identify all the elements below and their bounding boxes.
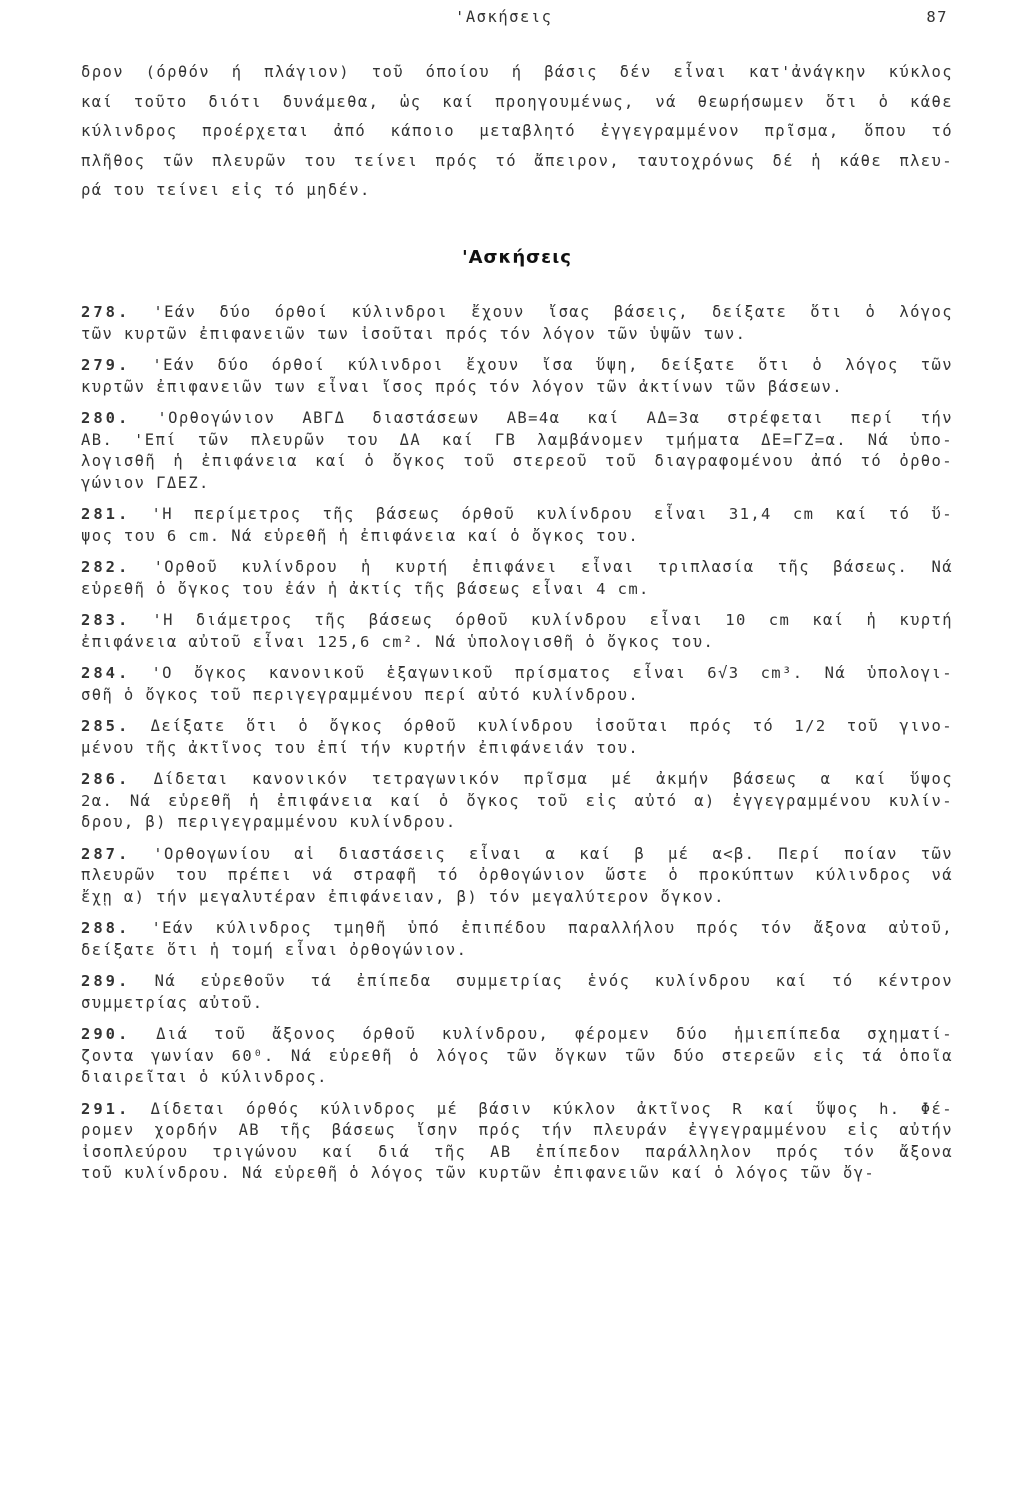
exercise-item <box>81 504 953 547</box>
exercise-number: 284. <box>81 664 131 682</box>
exercise-number: 290. <box>81 1025 131 1043</box>
exercise-line: ΑΒ. 'Επί τῶν πλευρῶν του ΔΑ καί ΓΒ λαμβάνομεν τμήματα ΔΕ=ΓΖ=α. Νά ὑπο- <box>81 430 953 449</box>
exercise-text: Δίδεται όρθός κύλινδρος μέ βάσιν κύκλον ἀκτῖνος R καί ὕψος h. Φέ- <box>150 1099 953 1118</box>
exercise-item <box>81 355 953 398</box>
exercise-line <box>81 1024 953 1046</box>
exercise-line: σθῆ ὁ ὄγκος τοῦ περιγεγραμμένου περί αὐτό κυλίνδρου. <box>81 685 640 704</box>
exercise-number: 287. <box>81 844 131 863</box>
exercise-line: διαιρεῖται ὁ κύλινδρος. <box>81 1068 328 1086</box>
exercise-number: 279. <box>81 356 131 374</box>
exercise-number: 288. <box>81 919 131 937</box>
exercise-line: τοῦ κυλίνδρου. Νά εὑρεθῆ ὁ λόγος τῶν κυρτῶν ἐπιφανειῶν καί ὁ λόγος τῶν ὄγ- <box>81 1164 876 1182</box>
exercise-item <box>81 844 953 909</box>
exercise-text: Διά τοῦ ἄξονος όρθοῦ κυλίνδρου, φέρομεν δύο ἡμιεπίπεδα σχηματί- <box>156 1025 953 1043</box>
exercise-text: 'Η περίμετρος τῆς βάσεως όρθοῦ κυλίνδρου εἶναι 31,4 cm καί τό ὕ- <box>151 505 953 523</box>
exercise-line <box>81 302 953 324</box>
exercise-item <box>81 769 953 834</box>
exercise-line: ζοντα γωνίαν 60⁰. Νά εὑρεθῆ ὁ λόγος τῶν ὄγκων τῶν δύο στερεῶν εἰς τά ὁποῖα <box>81 1046 953 1065</box>
exercise-text: 'Εάν κύλινδρος τμηθῆ ὑπό ἐπιπέδου παραλλήλου πρός τόν ἄξονα αὐτοῦ, <box>151 919 953 937</box>
exercise-item <box>81 1024 953 1089</box>
exercise-line <box>81 610 953 632</box>
exercise-number: 286. <box>81 770 131 788</box>
intro-line: πλῆθος τῶν πλευρῶν του τείνει πρός τό ἄπειρον, ταυτοχρόνως δέ ἡ κάθε πλευ- <box>81 151 953 170</box>
exercise-line: δρου, β) περιγεγραμμένου κυλίνδρου. <box>81 813 457 831</box>
exercise-line <box>81 918 953 940</box>
exercise-number: 282. <box>81 558 131 576</box>
exercise-line: εὑρεθῆ ὁ ὄγκος του ἐάν ἡ ἀκτίς τῆς βάσεως εἶναι 4 cm. <box>81 579 650 598</box>
running-title: 'Ασκήσεις <box>455 8 553 26</box>
intro-line: δρον (όρθόν ή πλάγιον) τοῦ όποίου ή βάσις δέν εἶναι κατ'ἀνάγκην κύκλος <box>81 63 953 81</box>
exercise-item <box>81 918 953 961</box>
exercise-line: 2α. Νά εὑρεθῆ ἡ ἐπιφάνεια καί ὁ ὄγκος τοῦ εἰς αὐτό α) ἐγγεγραμμένου κυλίν- <box>81 791 953 810</box>
exercise-item <box>81 716 953 759</box>
exercise-line <box>81 1099 953 1121</box>
section-heading: 'Ασκήσεις <box>462 246 572 268</box>
exercise-item <box>81 302 953 345</box>
exercise-line: πλευρῶν του πρέπει νά στραφῆ τό ὀρθογώνιον ὥστε ὁ προκύπτων κύλινδρος νά <box>81 866 953 884</box>
exercise-line: κυρτῶν ἐπιφανειῶν των εἶναι ἴσος πρός τόν λόγον τῶν ἀκτίνων τῶν βάσεων. <box>81 377 843 396</box>
exercise-item <box>81 1099 953 1185</box>
exercise-line <box>81 844 953 866</box>
exercise-item <box>81 663 953 706</box>
exercise-line: δείξατε ὅτι ἡ τομή εἶναι ὀρθογώνιον. <box>81 940 468 959</box>
exercise-line <box>81 408 953 430</box>
exercise-line <box>81 557 953 579</box>
exercise-number: 281. <box>81 505 131 523</box>
exercise-item <box>81 557 953 600</box>
exercise-text: 'Ορθοῦ κυλίνδρου ἡ κυρτή ἐπιφάνει εἶναι τριπλασία τῆς βάσεως. Νά <box>153 558 953 576</box>
exercise-line: μένου τῆς ἀκτῖνος του ἐπί τήν κυρτήν ἐπιφάνειάν του. <box>81 738 640 757</box>
exercise-item <box>81 971 953 1014</box>
exercise-text: 'Ορθογωνίου αἱ διαστάσεις εἶναι α καί β μέ α<β. Περί ποίαν τῶν <box>153 844 954 863</box>
exercise-text: 'Ορθογώνιον ΑΒΓΔ διαστάσεων ΑΒ=4α καί ΑΔ=3α στρέφεται περί τήν <box>157 409 954 427</box>
exercise-text: 'Ο ὄγκος κανονικοῦ ἑξαγωνικοῦ πρίσματος εἶναι 6√3 cm³. Νά ὑπολογι- <box>151 664 953 682</box>
exercise-number: 291. <box>81 1099 131 1118</box>
exercise-line: λογισθῆ ἡ ἐπιφάνεια καί ὁ ὄγκος τοῦ στερεοῦ τοῦ διαγραφομένου ἀπό τό ὀρθο- <box>81 452 953 470</box>
intro-line: καί τοῦτο διότι δυνάμεθα, ὡς καί προηγουμένως, νά θεωρήσωμεν ὅτι ὁ κάθε <box>81 92 953 111</box>
exercise-list <box>81 302 953 1185</box>
page-number: 87 <box>926 8 948 26</box>
exercise-line <box>81 971 953 993</box>
exercise-line: ἐπιφάνεια αὐτοῦ εἶναι 125,6 cm². Νά ὑπολογισθῆ ὁ ὄγκος του. <box>81 632 715 651</box>
exercise-text: Νά εὑρεθοῦν τά ἐπίπεδα συμμετρίας ἑνός κυλίνδρου καί τό κέντρον <box>154 972 954 990</box>
intro-line: ρά του τείνει εἰς τό μηδέν. <box>81 181 371 199</box>
exercise-text: Δείξατε ὅτι ὁ ὄγκος όρθοῦ κυλίνδρου ἰσοῦται πρός τό 1/2 τοῦ γινο- <box>150 717 953 735</box>
exercise-line: ρομεν χορδήν ΑΒ τῆς βάσεως ἴσην πρός τήν πλευράν ἐγγεγραμμένου εἰς αὐτήν <box>81 1121 953 1139</box>
exercise-text: Δίδεται κανονικόν τετραγωνικόν πρῖσμα μέ ἀκμήν βάσεως α καί ὕψος <box>153 770 953 788</box>
exercise-number: 280. <box>81 409 131 427</box>
exercise-line: ἰσοπλεύρου τριγώνου καί διά τῆς ΑΒ ἐπίπεδον παράλληλον πρός τόν ἄξονα <box>81 1142 953 1161</box>
exercise-number: 283. <box>81 611 131 629</box>
exercise-line <box>81 504 953 526</box>
exercise-line <box>81 355 953 377</box>
exercise-text: 'Εάν δύο όρθοί κύλινδροι ἔχουν ἴσα ὕψη, δείξατε ὅτι ὁ λόγος τῶν <box>152 356 954 374</box>
intro-line: κύλινδρος προέρχεται ἀπό κάποιο μεταβλητό ἐγγεγραμμένον πρῖσμα, ὅπου τό <box>81 122 953 140</box>
exercise-line <box>81 769 953 791</box>
exercise-line: ψος του 6 cm. Νά εὑρεθῆ ἡ ἐπιφάνεια καί ὁ ὄγκος του. <box>81 526 640 545</box>
exercise-line: συμμετρίας αὐτοῦ. <box>81 993 264 1012</box>
exercise-number: 278. <box>81 303 131 321</box>
exercise-line <box>81 716 953 738</box>
exercise-line: ἔχῃ α) τήν μεγαλυτέραν ἐπιφάνειαν, β) τόν μεγαλύτερον ὄγκον. <box>81 887 725 906</box>
exercise-line: γώνιον ΓΔΕΖ. <box>81 473 210 492</box>
exercise-item <box>81 610 953 653</box>
exercise-line <box>81 663 953 685</box>
exercise-text: 'Η διάμετρος τῆς βάσεως όρθοῦ κυλίνδρου εἶναι 10 cm καί ἡ κυρτή <box>152 611 954 629</box>
exercise-line: τῶν κυρτῶν ἐπιφανειῶν των ἰσοῦται πρός τόν λόγον τῶν ὑψῶν των. <box>81 324 747 343</box>
intro-paragraph <box>81 58 953 206</box>
page-body <box>81 58 953 1195</box>
exercise-number: 289. <box>81 972 131 990</box>
exercise-item <box>81 408 953 494</box>
exercise-number: 285. <box>81 717 131 735</box>
exercise-text: 'Εάν δύο όρθοί κύλινδροι ἔχουν ἴσας βάσεις, δείξατε ὅτι ὁ λόγος <box>153 303 954 321</box>
